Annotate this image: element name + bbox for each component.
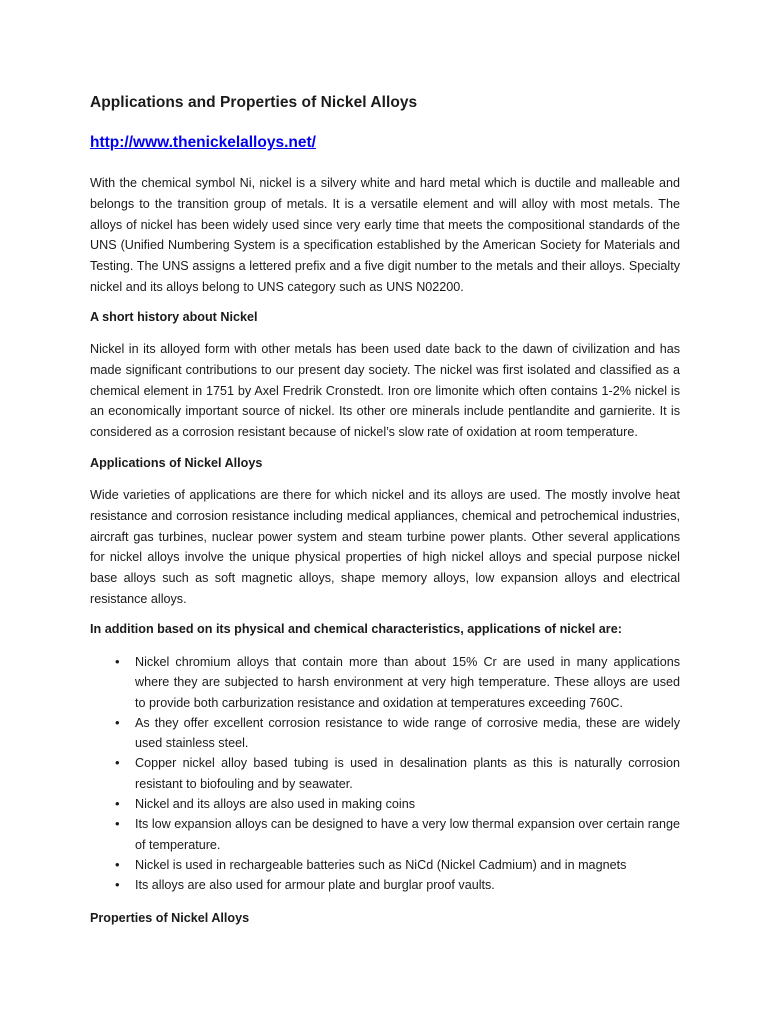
list-item [90,855,680,875]
list-item-text: Nickel and its alloys are also used in making coins [135,797,415,812]
intro-paragraph: With the chemical symbol Ni, nickel is a silvery white and hard metal which is ductile and malleable and belongs to the transition group of metals. It is a versatile element and will alloy with most metals. The alloys of nickel has been widely used since very early time that meets the compositional standards of the UNS (Unified Numbering System is a specification established by the American Society for Materials and Testing. The UNS assigns a lettered prefix and a five digit number to the metals and their alloys. Specialty nickel and its alloys belong to UNS category such as UNS N02200. [90,176,680,294]
history-heading: A short history about Nickel [90,310,258,324]
list-item [90,875,680,895]
applications-heading: Applications of Nickel Alloys [90,456,263,470]
list-item-text: As they offer excellent corrosion resistance to wide range of corrosive media, these are widely used stainless steel. [135,715,680,751]
list-item [90,753,680,794]
bullet-icon: • [115,714,120,730]
document-title: Applications and Properties of Nickel Alloys [90,94,418,111]
bullet-icon: • [115,816,120,832]
bullet-icon: • [115,877,120,893]
list-item [90,652,680,713]
applications-paragraph: Wide varieties of applications are there for which nickel and its alloys are used. The mostly involve heat resistance and corrosion resistance including medical appliances, chemical and petrochemical industries, aircraft gas turbines, nuclear power system and steam turbine power plants. Other several applications for nickel alloys involve the unique physical properties of high nickel alloys and special purpose nickel base alloys such as soft magnetic alloys, shape memory alloys, low expansion alloys and electrical resistance alloys. [90,488,680,606]
website-link[interactable]: http://www.thenickelalloys.net/ [90,134,316,151]
list-item [90,814,680,855]
properties-heading: Properties of Nickel Alloys [90,911,250,925]
list-item [90,794,680,814]
history-paragraph: Nickel in its alloyed form with other metals has been used date back to the dawn of civilization and has made significant contributions to our present day society. The nickel was first isolated and classified as a chemical element in 1751 by Axel Fredrik Cronstedt. Iron ore limonite which often contains 1-2% nickel is an economically important source of nickel. Its other ore minerals include pentlandite and garnierite. It is considered as a corrosion resistant because of nickel’s slow rate of oxidation at room temperature. [90,342,680,440]
list-item [90,713,680,754]
bullet-icon: • [115,755,120,771]
list-item-text: Nickel chromium alloys that contain more than about 15% Cr are used in many applications where they are subjected to harsh environment at very high temperature. These alloys are used to provide both carburization resistance and oxidation at temperatures exceeding 760C. [135,655,680,710]
bullet-icon: • [115,654,120,669]
list-item-text: Copper nickel alloy based tubing is used in desalination plants as this is naturally corrosion resistant to biofouling and by seawater. [135,756,680,791]
list-item-text: Nickel is used in rechargeable batteries such as NiCd (Nickel Cadmium) and in magnets [135,857,627,872]
addition-heading: In addition based on its physical and chemical characteristics, applications of nickel are: [90,622,622,636]
bullet-icon: • [115,856,120,872]
applications-list [90,652,680,896]
list-item-text: Its low expansion alloys can be designed to have a very low thermal expansion over certain range of temperature. [135,817,680,852]
list-item-text: Its alloys are also used for armour plate and burglar proof vaults. [135,878,495,893]
bullet-icon: • [115,796,120,812]
